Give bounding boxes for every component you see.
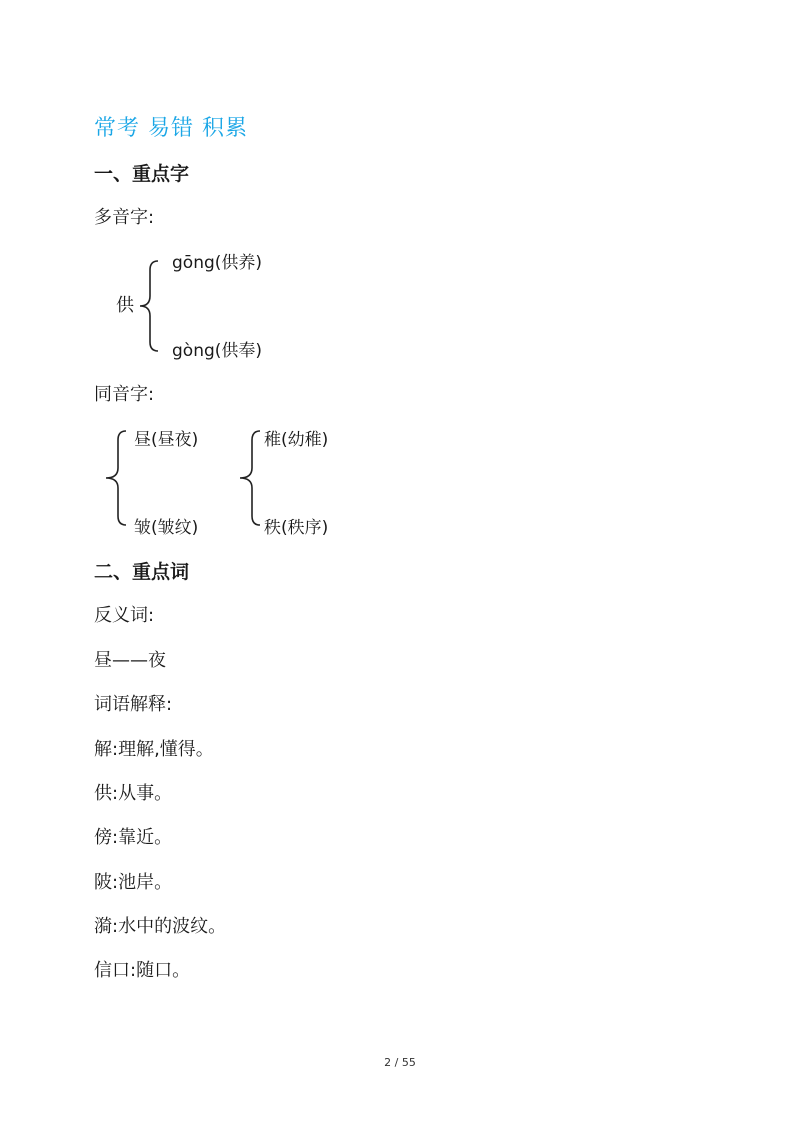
explanation-item: 傍:靠近。: [94, 827, 173, 848]
curly-brace-icon: [238, 428, 262, 528]
explanation-item: 解:理解,懂得。: [94, 739, 214, 760]
homophone-item-zhi2: 秩(秩序): [264, 518, 329, 538]
antonym-pair: 昼——夜: [94, 650, 166, 671]
page-title: 常考 易错 积累: [94, 116, 248, 141]
polyphone-reading-gong1: gōng(供养): [172, 253, 263, 273]
polyphone-character: 供: [116, 295, 134, 316]
polyphone-label: 多音字:: [94, 207, 155, 228]
page-number: 2 / 55: [384, 1056, 416, 1069]
homophone-item-zhou2: 皱(皱纹): [134, 518, 199, 538]
homophone-item-zhi1: 稚(幼稚): [264, 430, 329, 450]
section-heading-key-words: 二、重点词: [94, 561, 190, 583]
section-heading-key-characters: 一、重点字: [94, 163, 190, 185]
homophone-label: 同音字:: [94, 384, 155, 405]
explanation-item: 信口:随口。: [94, 960, 191, 981]
explanation-item: 供:从事。: [94, 783, 173, 804]
curly-brace-icon: [104, 428, 128, 528]
antonym-label: 反义词:: [94, 605, 155, 626]
curly-brace-icon: [138, 258, 162, 354]
homophone-item-zhou1: 昼(昼夜): [134, 430, 199, 450]
explanation-label: 词语解释:: [94, 694, 173, 715]
explanation-item: 漪:水中的波纹。: [94, 916, 227, 937]
polyphone-reading-gong4: gòng(供奉): [172, 341, 263, 361]
explanation-item: 陂:池岸。: [94, 872, 173, 893]
